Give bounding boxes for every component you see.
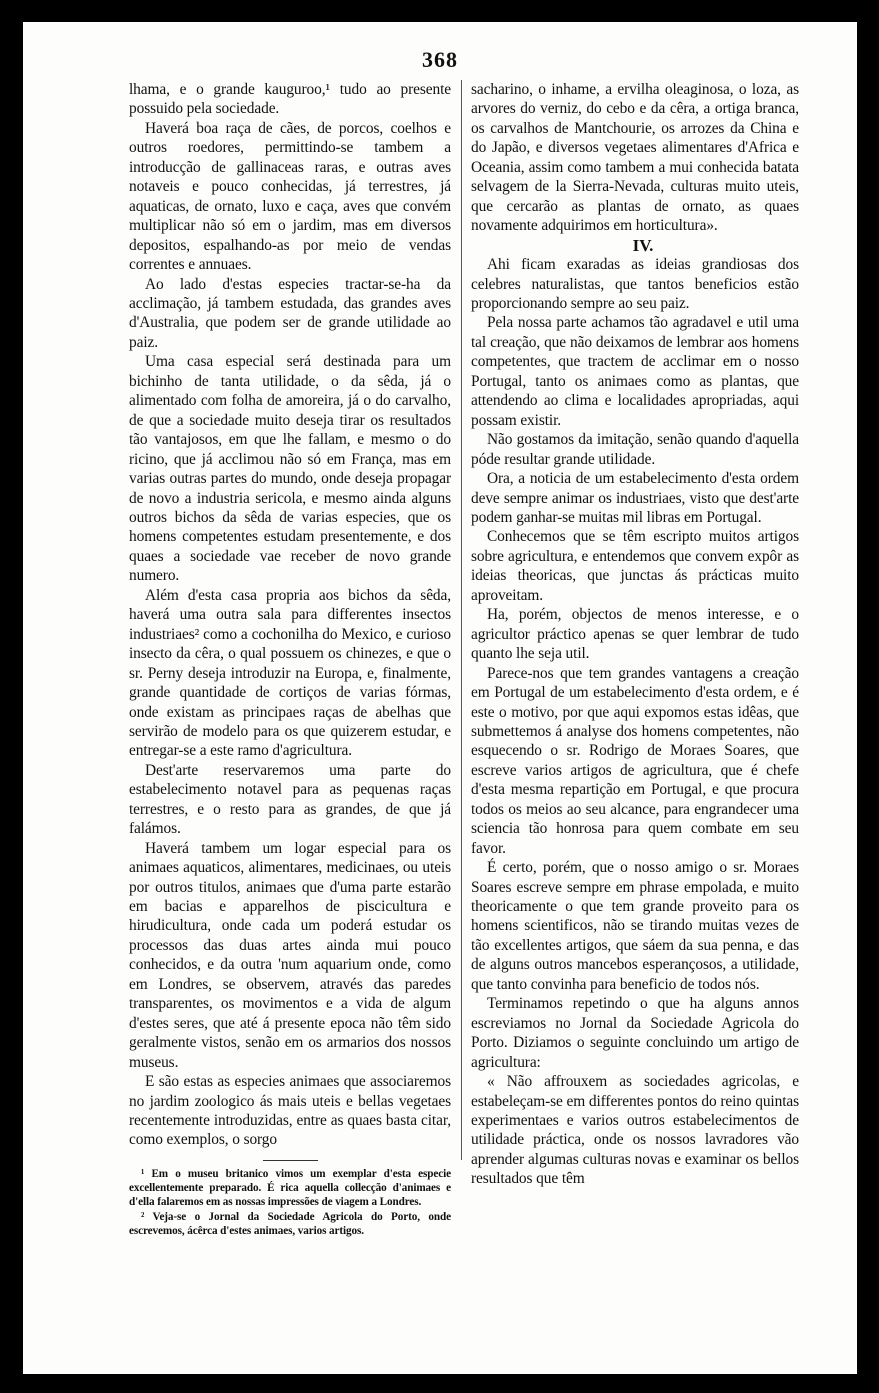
paragraph: Não gostamos da imitação, senão quando d'aquella póde resultar grande utilidade. (471, 431, 799, 468)
footnote: ² Veja-se o Jornal da Sociedade Agricola do Porto, onde escrevemos, ácêrca d'estes animaes, varios artigos. (129, 1210, 451, 1237)
paragraph: É certo, porém, que o nosso amigo o sr. Moraes Soares escreve sempre em phrase empolada, e muito theoricamente o que tem grande proveito para os homens scientificos, não se tirando muitas vezes de tão excellentes artigos, que sáem da sua penna, e das de alguns outros mancebos esperançosos, a utilidade, que tanto convinha para beneficio de todos nós. (471, 859, 799, 993)
paragraph: Pela nossa parte achamos tão agradavel e util uma tal creação, que não deixamos de lembrar aos homens competentes, que tractem de acclimar em o nosso Portugal, tanto os animaes como as plantas, que attendendo ao clima e localidades apropriadas, aqui possam existir. (471, 314, 799, 429)
paragraph: Terminamos repetindo o que ha alguns annos escreviamos no Jornal da Sociedade Agricola do Porto. Diziamos o seguinte concluindo um artigo de agricultura: (471, 995, 799, 1071)
right-column (471, 80, 799, 1189)
paragraph: Ha, porém, objectos de menos interesse, e o agricultor práctico apenas se quer lembrar de tudo quanto lhe seja util. (471, 606, 799, 663)
footnote: ¹ Em o museu britanico vimos um exemplar d'esta especie excellentemente preparado. É rica aquella collecção d'animaes e d'ella falaremos em as nossas impressões de viagem a Londres. (129, 1167, 451, 1209)
paragraph: Além d'esta casa propria aos bichos da sêda, haverá uma outra sala para differentes insectos industriaes² como a cochonilha do Mexico, e curioso insecto da cêra, o qual possuem os chinezes, e que o sr. Perny deseja introduzir na Europa, e, finalmente, grande quantidade de cortiços de varias fórmas, onde existam as principaes raças de abelhas que servirão de modelo para os que quizerem estudar, e entregar-se a este ramo d'agricultura. (129, 586, 451, 760)
paragraph: Conhecemos que se têm escripto muitos artigos sobre agricultura, e entendemos que convem expôr as ideias theoricas, que junctas ás prácticas muito aproveitam. (471, 528, 799, 604)
paragraph: E são estas as especies animaes que associaremos no jardim zoologico ás mais uteis e bellas vegetaes recentemente introduzidas, entre as quaes basta citar, como exemplos, o sorgo (129, 1073, 451, 1149)
paragraph: Ahi ficam exaradas as ideias grandiosas dos celebres naturalistas, que tantos beneficios estão proporcionando sempre ao seu paiz. (471, 256, 799, 312)
column-divider (461, 80, 462, 1160)
paragraph: Ora, a noticia de um estabelecimento d'esta ordem deve sempre animar os industriaes, visto que dest'arte podem ganhar-se muitas mil libras em Portugal. (471, 470, 799, 526)
paragraph: lhama, e o grande kauguroo,¹ tudo ao presente possuido pela sociedade. (129, 81, 451, 118)
page-number: 368 (422, 47, 458, 72)
footnotes (129, 1167, 451, 1238)
paragraph: Parece-nos que tem grandes vantagens a creação em Portugal de um estabelecimento d'esta ordem, e é este o motivo, por que aqui expomos estas idêas, que submettemos á analyse dos homens competentes, não esquecendo o sr. Rodrigo de Moraes Soares, que escreve varios artigos de agricultura, que é chefe d'esta mesma repartição em Portugal, e que procura todos os meios ao seu alcance, para engrandecer uma sciencia tão honrosa para quem combate em seu favor. (471, 664, 799, 857)
paragraph: Dest'arte reservaremos uma parte do estabelecimento notavel para as pequenas raças terrestres, e o resto para as grandes, de que já falámos. (129, 761, 451, 838)
paragraph: Uma casa especial será destinada para um bichinho de tanta utilidade, o da sêda, já o alimentado com folha de amoreira, já o do carvalho, de que a sociedade muito deseja tirar os resultados tão vantajosos, em que lhe fallam, e mesmo o do ricino, que já acclimou não só em França, mas em varias outras partes do mundo, onde deseja propagar de novo a industria sericola, e mesmo ainda alguns outros bichos da sêda de varias especies, que os homens competentes estudam presentemente, e dos quaes a sociedade vae receber de novo grande numero. (129, 353, 451, 585)
left-column (129, 80, 451, 1238)
paragraph: Haverá tambem um logar especial para os animaes aquaticos, alimentares, medicinaes, ou uteis por outros titulos, animaes que d'uma parte estarão em bacias e apparelhos de piscicultura e hirudicultura, onde cada um poderá estudar os processos das duas artes ainda mui pouco conhecidos, e da outra 'num aquarium onde, como em Londres, se observem, através das paredes transparentes, os movimentos e a vida de algum d'estes seres, que até á presente epoca não têm sido geralmente vistos, senão em os armarios dos nossos museus. (129, 839, 451, 1071)
section-heading: IV. (632, 235, 654, 255)
newspaper-page (23, 22, 857, 1374)
footnote-divider (263, 1160, 318, 1161)
paragraph: Haverá boa raça de cães, de porcos, coelhos e outros roedores, permittindo-se tambem a introducção de gallinaceas raras, e outras aves notaveis e pouco conhecidas, já terrestres, já aquaticas, de ornato, luxo e caça, aves que convém multiplicar não só em o jardim, mas em diversos depositos, espalhando-as por meio de vendas correntes e annuaes. (129, 119, 451, 274)
paragraph: sacharino, o inhame, a ervilha oleaginosa, o loza, as arvores do verniz, do cebo e da cêra, a ortiga branca, os carvalhos de Mantchourie, os arrozes da China e do Japão, e diversos vegetaes alimentares d'Africa e Oceania, assim como tambem a mui conhecida batata selvagem de la Sierra-Nevada, culturas muito uteis, que cercarão as plantas de ornato, as quaes novamente adquirimos em horticultura». (471, 81, 799, 235)
paragraph: Ao lado d'estas especies tractar-se-ha da acclimação, já tambem estudada, das grandes aves d'Australia, que podem ser de grande utilidade ao paiz. (129, 275, 451, 351)
paragraph: « Não affrouxem as sociedades agricolas, e estabeleçam-se em differentes pontos do reino quintas experimentaes e varios outros estabelecimentos de utilidade práctica, onde os nossos lavradores vão aprender algumas culturas novas e examinar os bellos resultados que têm (471, 1073, 799, 1188)
